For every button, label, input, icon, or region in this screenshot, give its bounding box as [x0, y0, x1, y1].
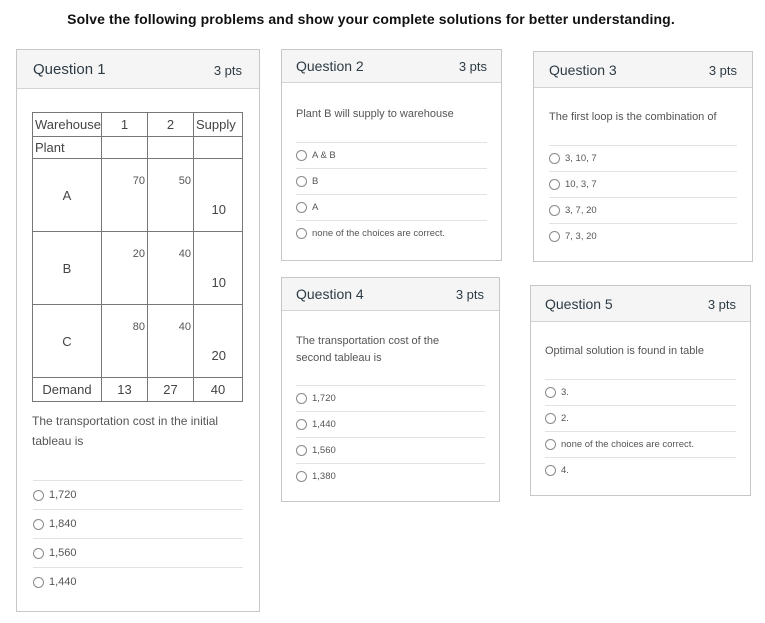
- radio-icon[interactable]: [549, 231, 560, 242]
- question-1-card: [16, 49, 260, 612]
- question-3-title: Question 3: [549, 62, 617, 78]
- q4-option-3[interactable]: 1,560: [296, 437, 485, 463]
- radio-icon[interactable]: [296, 471, 307, 482]
- table-row: [33, 378, 243, 402]
- q1-option-3[interactable]: 1,560: [33, 538, 243, 567]
- radio-icon[interactable]: [296, 228, 307, 239]
- radio-icon[interactable]: [296, 445, 307, 456]
- cost-c-2: 40: [178, 321, 191, 333]
- plant-b-label: B: [33, 232, 102, 305]
- supply-b: 10: [211, 275, 226, 290]
- header-plant: Plant: [33, 137, 102, 159]
- q3-option-2[interactable]: 10, 3, 7: [549, 171, 737, 197]
- question-4-text: The transportation cost of the second tableau is: [296, 335, 440, 364]
- demand-label: Demand: [33, 378, 102, 402]
- radio-icon[interactable]: [545, 465, 556, 476]
- cost-a-1: 70: [132, 175, 145, 187]
- q2-option-3[interactable]: A: [296, 194, 487, 220]
- header-warehouse-1: 1: [102, 113, 148, 137]
- radio-icon[interactable]: [296, 419, 307, 430]
- radio-icon[interactable]: [33, 519, 44, 530]
- radio-icon[interactable]: [545, 439, 556, 450]
- q1-option-2[interactable]: 1,840: [33, 509, 243, 538]
- radio-icon[interactable]: [296, 393, 307, 404]
- radio-icon[interactable]: [549, 153, 560, 164]
- radio-icon[interactable]: [296, 150, 307, 161]
- question-1-title: Question 1: [33, 61, 106, 78]
- radio-icon[interactable]: [296, 202, 307, 213]
- table-row: [33, 305, 243, 378]
- cost-b-2: 40: [178, 248, 191, 260]
- transportation-table: [32, 112, 243, 402]
- question-3-text: The first loop is the combination of: [549, 111, 717, 123]
- q2-option-2[interactable]: B: [296, 168, 487, 194]
- question-2-points: 3 pts: [458, 59, 487, 74]
- radio-icon[interactable]: [33, 577, 44, 588]
- q3-option-3[interactable]: 3, 7, 20: [549, 197, 737, 223]
- q5-option-1[interactable]: 3.: [545, 379, 736, 405]
- cost-a-2: 50: [178, 175, 191, 187]
- question-5-points: 3 pts: [707, 297, 736, 312]
- plant-c-label: C: [33, 305, 102, 378]
- header-supply: Supply: [194, 113, 243, 137]
- radio-icon[interactable]: [549, 179, 560, 190]
- question-4-title: Question 4: [296, 286, 364, 302]
- header-warehouse: Warehouse: [33, 113, 102, 137]
- question-2-header: [282, 50, 501, 83]
- q3-option-4[interactable]: 7, 3, 20: [549, 223, 737, 249]
- radio-icon[interactable]: [545, 387, 556, 398]
- question-4-card: [281, 277, 500, 502]
- question-4-points: 3 pts: [455, 287, 484, 302]
- question-1-text: The transportation cost in the initial tableau is: [32, 414, 219, 448]
- question-2-title: Question 2: [296, 58, 364, 74]
- q5-option-3[interactable]: none of the choices are correct.: [545, 431, 736, 457]
- question-5-header: [531, 286, 750, 322]
- q2-option-1[interactable]: A & B: [296, 142, 487, 168]
- radio-icon[interactable]: [549, 205, 560, 216]
- radio-icon[interactable]: [33, 548, 44, 559]
- table-row: [33, 232, 243, 305]
- question-1-points: 3 pts: [213, 63, 242, 78]
- question-2-text: Plant B will supply to warehouse: [296, 108, 454, 120]
- radio-icon[interactable]: [296, 176, 307, 187]
- question-2-card: [281, 49, 502, 261]
- question-5-text: Optimal solution is found in table: [545, 345, 704, 357]
- q1-option-4[interactable]: 1,440: [33, 567, 243, 596]
- plant-a-label: A: [33, 159, 102, 232]
- demand-1: 13: [102, 378, 148, 402]
- q4-option-1[interactable]: 1,720: [296, 385, 485, 411]
- question-4-header: [282, 278, 499, 311]
- q4-option-4[interactable]: 1,380: [296, 463, 485, 489]
- q5-option-2[interactable]: 2.: [545, 405, 736, 431]
- cost-c-1: 80: [132, 321, 145, 333]
- question-3-header: [534, 52, 752, 88]
- demand-2: 27: [148, 378, 194, 402]
- q2-option-4[interactable]: none of the choices are correct.: [296, 220, 487, 246]
- question-1-header: [17, 50, 259, 89]
- question-5-card: [530, 285, 751, 496]
- supply-c: 20: [211, 348, 226, 363]
- question-3-card: [533, 51, 753, 262]
- q4-option-2[interactable]: 1,440: [296, 411, 485, 437]
- cost-b-1: 20: [132, 248, 145, 260]
- radio-icon[interactable]: [33, 490, 44, 501]
- q3-option-1[interactable]: 3, 10, 7: [549, 145, 737, 171]
- question-3-points: 3 pts: [708, 63, 737, 78]
- question-5-title: Question 5: [545, 296, 613, 312]
- radio-icon[interactable]: [545, 413, 556, 424]
- supply-a: 10: [211, 202, 226, 217]
- instruction-heading: Solve the following problems and show your complete solutions for better understanding.: [67, 11, 675, 27]
- demand-total: 40: [194, 378, 243, 402]
- table-row: [33, 159, 243, 232]
- q1-option-1[interactable]: 1,720: [33, 480, 243, 509]
- q5-option-4[interactable]: 4.: [545, 457, 736, 483]
- header-warehouse-2: 2: [148, 113, 194, 137]
